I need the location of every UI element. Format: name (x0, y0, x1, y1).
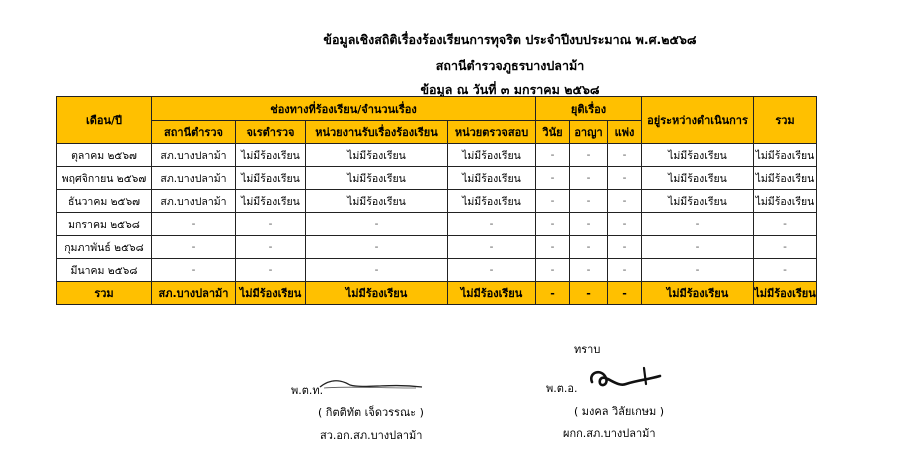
row-month: ตุลาคม ๒๕๖๗ (57, 144, 152, 167)
station-name: สถานีตำรวจภูธรบางปลาม้า (435, 58, 585, 73)
table-cell: - (570, 213, 608, 236)
left-signer-name: ( กิตติทัต เจ็ดวรรณะ ) (318, 406, 424, 419)
table-cell: ไม่มีร้องเรียน (448, 190, 536, 213)
table-cell: สภ.บางปลาม้า (152, 144, 236, 167)
subheader-criminal: อาญา (570, 121, 608, 144)
right-signer-position: ผกก.สภ.บางปลาม้า (563, 427, 656, 440)
row-month: มีนาคม ๒๕๖๘ (57, 259, 152, 282)
table-cell: - (608, 213, 642, 236)
header-in-progress: อยู่ระหว่างดำเนินการ (642, 97, 754, 144)
subheader-discipline: วินัย (536, 121, 570, 144)
table-cell: ไม่มีร้องเรียน (306, 144, 448, 167)
right-signature (586, 362, 666, 398)
table-row (57, 144, 817, 167)
table-cell: - (536, 190, 570, 213)
table-cell: - (536, 259, 570, 282)
document-title: ข้อมูลเชิงสถิติเรื่องร้องเรียนการทุจริต ประจำปีงบประมาณ พ.ศ.๒๕๖๘ (323, 32, 697, 47)
table-row (57, 259, 817, 282)
total-cell: ไม่มีร้องเรียน (306, 282, 448, 305)
total-label: รวม (57, 282, 152, 305)
table-cell: - (448, 213, 536, 236)
table-cell: - (570, 190, 608, 213)
table-cell: - (306, 213, 448, 236)
total-cell: - (536, 282, 570, 305)
total-row (57, 282, 817, 305)
left-signer-rank: พ.ต.ท. (291, 384, 324, 397)
row-month: ธันวาคม ๒๕๖๗ (57, 190, 152, 213)
left-signature (316, 373, 426, 397)
total-cell: - (570, 282, 608, 305)
table-cell: ไม่มีร้องเรียน (754, 190, 817, 213)
table-cell: ไม่มีร้องเรียน (642, 144, 754, 167)
table-cell: - (608, 167, 642, 190)
header-month: เดือน/ปี (57, 97, 152, 144)
table-cell: - (608, 144, 642, 167)
row-month: พฤศจิกายน ๒๕๖๗ (57, 167, 152, 190)
subheader-police-station: สถานีตำรวจ (152, 121, 236, 144)
total-cell: ไม่มีร้องเรียน (448, 282, 536, 305)
table-row (57, 213, 817, 236)
table-cell: ไม่มีร้องเรียน (236, 190, 306, 213)
total-cell: ไม่มีร้องเรียน (754, 282, 817, 305)
table-cell: - (536, 213, 570, 236)
row-month: กุมภาพันธ์ ๒๕๖๘ (57, 236, 152, 259)
subheader-complaint-agency: หน่วยงานรับเรื่องร้องเรียน (306, 121, 448, 144)
table-cell: - (642, 213, 754, 236)
table-cell: - (754, 236, 817, 259)
table-cell: ไม่มีร้องเรียน (448, 144, 536, 167)
right-signer-rank: พ.ต.อ. (546, 382, 578, 395)
table-cell: - (152, 213, 236, 236)
table-cell: ไม่มีร้องเรียน (236, 144, 306, 167)
table-cell: ไม่มีร้องเรียน (236, 167, 306, 190)
table-cell: - (642, 259, 754, 282)
right-signer-name: ( มงคล วิลัยเกษม ) (574, 405, 665, 418)
acknowledged-label: ทราบ (574, 343, 601, 356)
table-cell: - (570, 236, 608, 259)
header-total: รวม (754, 97, 817, 144)
table-cell: - (306, 236, 448, 259)
left-signer-position: สว.อก.สภ.บางปลาม้า (320, 429, 423, 442)
table-cell: ไม่มีร้องเรียน (642, 190, 754, 213)
subheader-inspector: จเรตำรวจ (236, 121, 306, 144)
total-cell: สภ.บางปลาม้า (152, 282, 236, 305)
table-cell: ไม่มีร้องเรียน (754, 144, 817, 167)
table-cell: ไม่มีร้องเรียน (306, 190, 448, 213)
table-cell: สภ.บางปลาม้า (152, 190, 236, 213)
table-cell: - (236, 259, 306, 282)
table-cell: ไม่มีร้องเรียน (306, 167, 448, 190)
table-cell: - (754, 213, 817, 236)
table-row (57, 167, 817, 190)
table-cell: ไม่มีร้องเรียน (642, 167, 754, 190)
table-cell: - (236, 236, 306, 259)
complaints-table (56, 96, 817, 305)
table-cell: - (306, 259, 448, 282)
total-cell: - (608, 282, 642, 305)
header-channels: ช่องทางที่ร้องเรียน/จำนวนเรื่อง (152, 97, 536, 121)
total-cell: ไม่มีร้องเรียน (236, 282, 306, 305)
table-cell: - (152, 236, 236, 259)
row-month: มกราคม ๒๕๖๘ (57, 213, 152, 236)
table-cell: - (536, 144, 570, 167)
table-cell: - (236, 213, 306, 236)
table-cell: - (608, 236, 642, 259)
as-of-date: ข้อมูล ณ วันที่ ๓ มกราคม ๒๕๖๘ (420, 82, 600, 97)
table-row (57, 190, 817, 213)
header-closed: ยุติเรื่อง (536, 97, 642, 121)
table-cell: ไม่มีร้องเรียน (448, 167, 536, 190)
table-cell: - (570, 259, 608, 282)
table-cell: - (536, 236, 570, 259)
total-cell: ไม่มีร้องเรียน (642, 282, 754, 305)
table-cell: - (570, 144, 608, 167)
table-cell: - (448, 236, 536, 259)
table-cell: - (570, 167, 608, 190)
table-cell: - (642, 236, 754, 259)
table-cell: - (152, 259, 236, 282)
table-row (57, 236, 817, 259)
table-cell: - (608, 259, 642, 282)
subheader-civil: แพ่ง (608, 121, 642, 144)
table-cell: ไม่มีร้องเรียน (754, 167, 817, 190)
table-cell: - (608, 190, 642, 213)
table-cell: - (754, 259, 817, 282)
table-cell: - (536, 167, 570, 190)
subheader-audit-unit: หน่วยตรวจสอบ (448, 121, 536, 144)
table-cell: - (448, 259, 536, 282)
table-cell: สภ.บางปลาม้า (152, 167, 236, 190)
